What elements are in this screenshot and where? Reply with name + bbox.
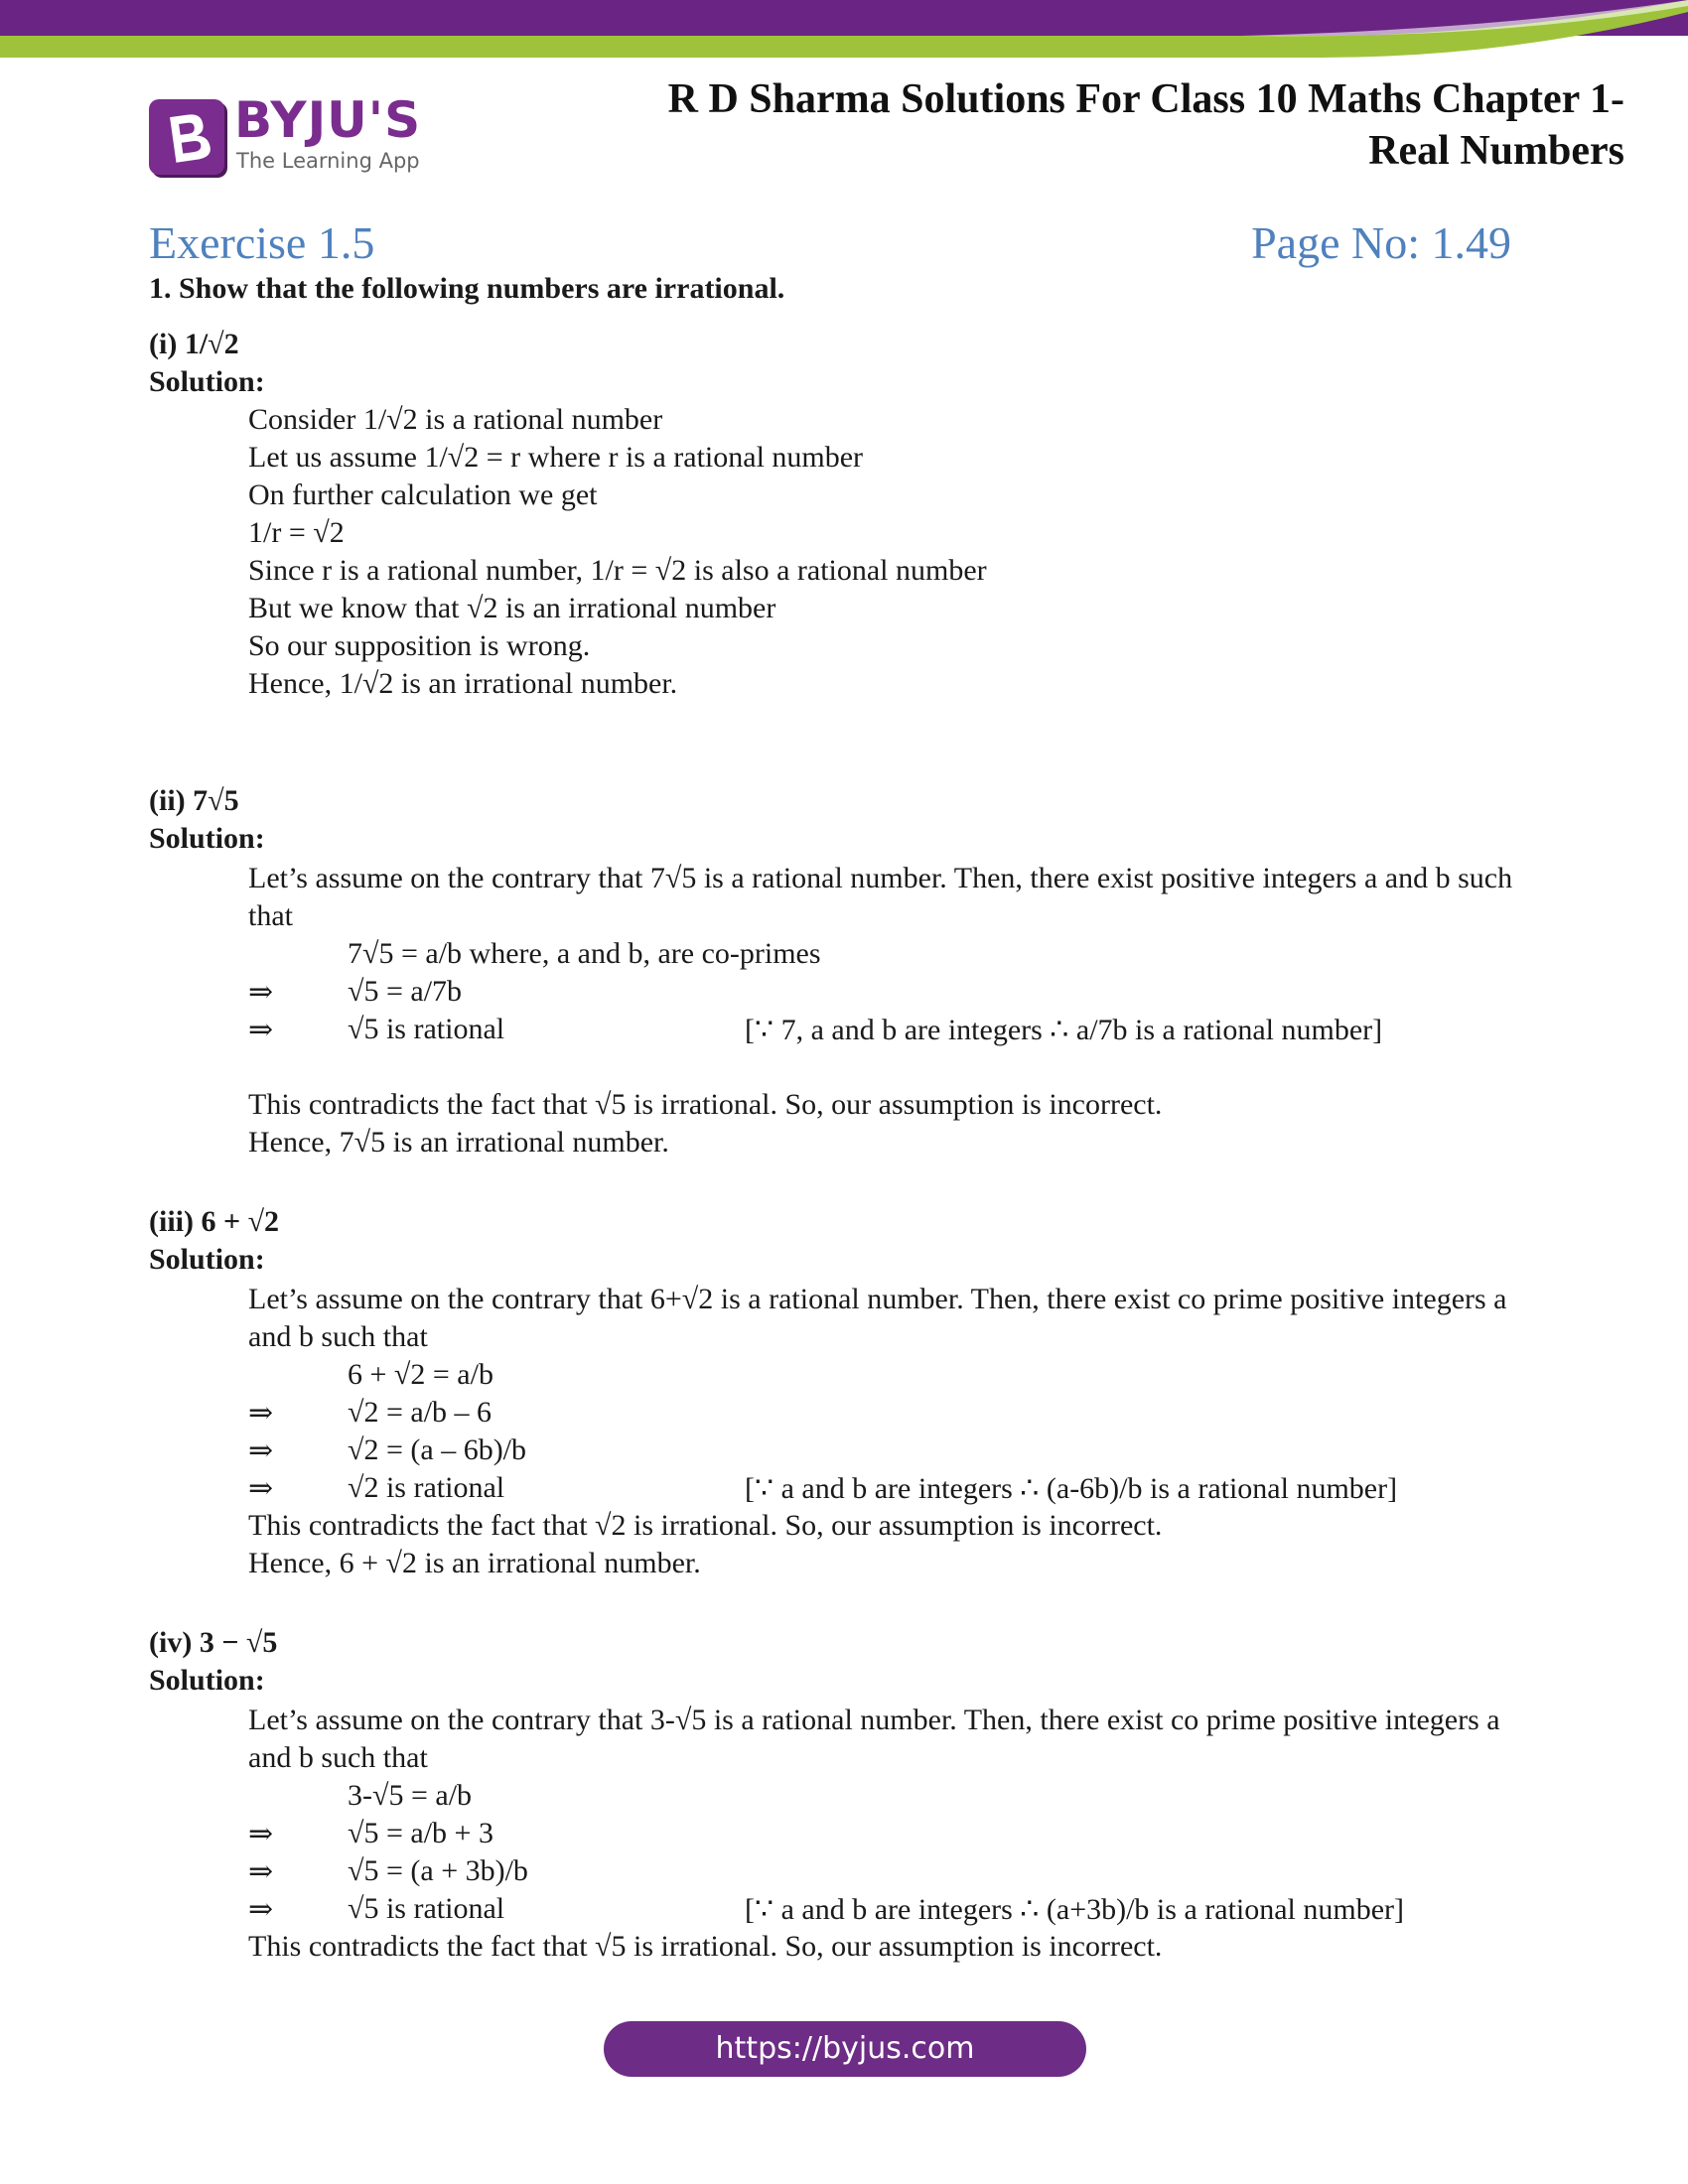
part-1-label: (i) 1/√2 (149, 328, 239, 360)
part-1-line: Hence, 1/√2 is an irrational number. (248, 667, 678, 700)
part-1-line: So our supposition is wrong. (248, 629, 591, 662)
part-3-intro: Let’s assume on the contrary that 6+√2 is a rational number. Then, there exist co prime positive integers a and b such that (248, 1283, 1507, 1353)
implies-arrow: ⇒ (248, 976, 274, 1009)
part-1-line: Let us assume 1/√2 = r where r is a rational number (248, 441, 864, 474)
part-3-label: (iii) 6 + √2 (149, 1205, 280, 1238)
part-2-conclusion: Hence, 7√5 is an irrational number. (248, 1126, 669, 1159)
part-4-reason: [∵ a and b are integers ∴ (a+3b)/b is a rational number] (745, 1893, 1405, 1926)
part-1-line: 1/r = √2 (248, 516, 345, 549)
part-1-solution-label: Solution: (149, 365, 265, 398)
document-title-line-2: Real Numbers (1368, 128, 1624, 174)
part-4-equation: √5 = a/b + 3 (348, 1817, 493, 1849)
part-3-reason: [∵ a and b are integers ∴ (a-6b)/b is a rational number] (745, 1472, 1398, 1505)
part-1-line: Since r is a rational number, 1/r = √2 is also a rational number (248, 554, 987, 587)
part-4-conclusion: This contradicts the fact that √5 is irrational. So, our assumption is incorrect. (248, 1930, 1163, 1963)
logo-tagline: The Learning App (236, 149, 420, 173)
part-4-equation: √5 = (a + 3b)/b (348, 1854, 528, 1887)
part-3-equation: √2 is rational (348, 1471, 505, 1504)
part-1-line: But we know that √2 is an irrational number (248, 592, 776, 624)
part-4-equation: √5 is rational (348, 1892, 505, 1925)
part-2-reason: [∵ 7, a and b are integers ∴ a/7b is a rational number] (745, 1014, 1383, 1046)
part-4-solution-label: Solution: (149, 1664, 265, 1697)
part-4-equation: 3-√5 = a/b (348, 1779, 473, 1812)
logo-wordmark: BYJU'S (234, 91, 422, 149)
question-heading: 1. Show that the following numbers are irrational. (149, 272, 785, 305)
part-2-equation: 7√5 = a/b where, a and b, are co-primes (348, 937, 821, 970)
part-1-line: On further calculation we get (248, 478, 598, 511)
implies-arrow: ⇒ (248, 1893, 274, 1926)
implies-arrow: ⇒ (248, 1434, 274, 1467)
part-2-equation: √5 is rational (348, 1013, 505, 1045)
exercise-title: Exercise 1.5 (149, 217, 375, 268)
part-2-equation: √5 = a/7b (348, 975, 463, 1008)
part-3-equation: √2 = a/b – 6 (348, 1396, 492, 1429)
logo-b-icon (149, 99, 224, 175)
byjus-logo (149, 91, 447, 181)
part-4-intro: Let’s assume on the contrary that 3-√5 is a rational number. Then, there exist co prime positive integers a and b such that (248, 1704, 1500, 1774)
part-2-solution-label: Solution: (149, 822, 265, 855)
part-2-conclusion: This contradicts the fact that √5 is irrational. So, our assumption is incorrect. (248, 1088, 1163, 1121)
part-1-line: Consider 1/√2 is a rational number (248, 403, 663, 436)
document-title (632, 73, 1624, 177)
part-3-equation: √2 = (a – 6b)/b (348, 1433, 527, 1466)
part-3-conclusion: This contradicts the fact that √2 is irrational. So, our assumption is incorrect. (248, 1509, 1163, 1542)
part-3-equation: 6 + √2 = a/b (348, 1358, 493, 1391)
implies-arrow: ⇒ (248, 1818, 274, 1850)
page-number: Page No: 1.49 (1251, 217, 1511, 268)
footer-website-link[interactable]: https://byjus.com (604, 2021, 1086, 2077)
implies-arrow: ⇒ (248, 1472, 274, 1505)
part-3-solution-label: Solution: (149, 1243, 265, 1276)
part-2-label: (ii) 7√5 (149, 784, 239, 817)
top-banner-bar (0, 0, 1688, 60)
part-2-intro: Let’s assume on the contrary that 7√5 is a rational number. Then, there exist positive integers a and b such that (248, 862, 1513, 932)
part-4-label: (iv) 3 − √5 (149, 1626, 278, 1659)
implies-arrow: ⇒ (248, 1397, 274, 1430)
implies-arrow: ⇒ (248, 1014, 274, 1046)
document-title-line-1: R D Sharma Solutions For Class 10 Maths Chapter 1- (667, 76, 1624, 122)
part-3-conclusion: Hence, 6 + √2 is an irrational number. (248, 1547, 701, 1579)
implies-arrow: ⇒ (248, 1855, 274, 1888)
